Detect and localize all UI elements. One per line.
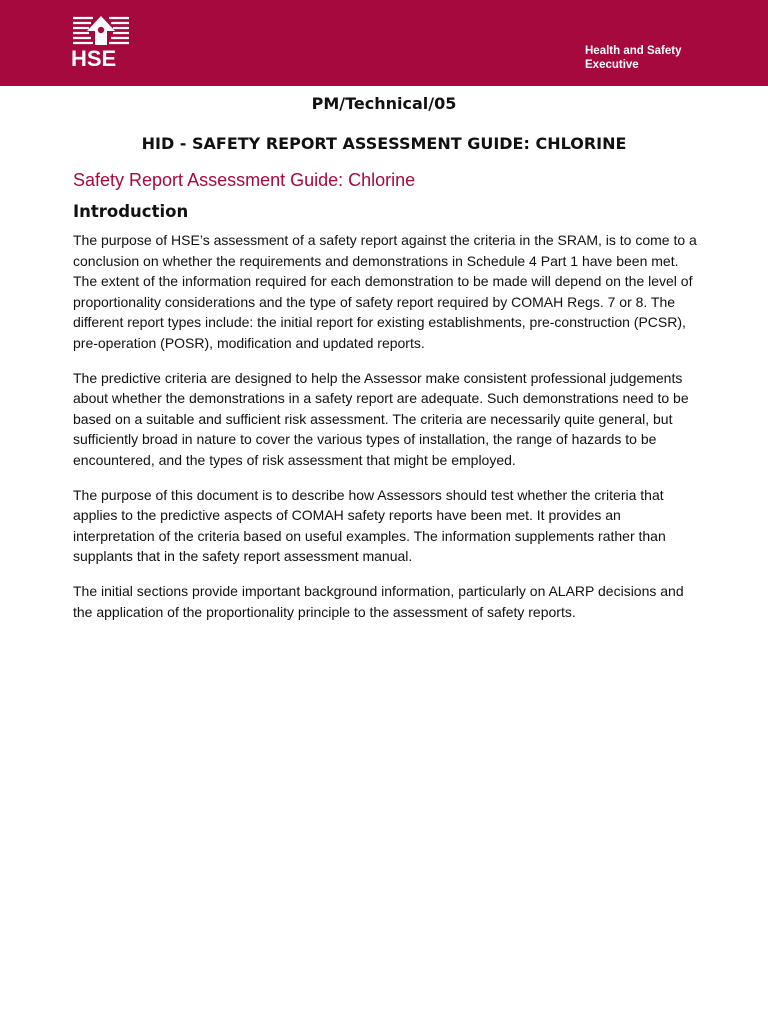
body-content	[73, 230, 698, 636]
document-subtitle: Safety Report Assessment Guide: Chlorine	[73, 170, 416, 190]
document-reference: PM/Technical/05	[311, 94, 457, 113]
paragraph: The initial sections provide important background information, particularly on ALARP decisions and the application of the proportionality principle to the assessment of safety reports.	[73, 582, 684, 620]
paragraph: The predictive criteria are designed to help the Assessor make consistent professional judgements about whether the demonstrations in a safety report are adequate. Such demonstrations need to be based on a suitable and sufficient risk assessment. The criteria are necessarily quite general, but sufficiently broad in nature to cover the various types of installation, the range of hazards to be encountered, and the types of risk assessment that might be employed.	[73, 369, 689, 468]
logo-text: HSE	[71, 46, 117, 71]
section-heading-introduction: Introduction	[73, 202, 189, 221]
header-banner	[0, 0, 768, 86]
document-title: HID - SAFETY REPORT ASSESSMENT GUIDE: CHLORINE	[141, 134, 627, 153]
organization-name-line1: Health and Safety	[585, 45, 682, 57]
paragraph: The purpose of HSE’s assessment of a safety report against the criteria in the SRAM, is to come to a conclusion on whether the requirements and demonstrations in Schedule 4 Part 1 have been met. The extent of the information required for each demonstration to be made will depend on the level of proportionality considerations and the type of safety report required by COMAH Regs. 7 or 8. The different report types include: the initial report for existing establishments, pre-construction (PCSR), pre-operation (POSR), modification and updated reports.	[73, 232, 697, 351]
organization-name-line2: Executive	[585, 59, 639, 71]
paragraph: The purpose of this document is to describe how Assessors should test whether the criteria that applies to the predictive aspects of COMAH safety reports have been met. It provides an interpretation of the criteria based on useful examples. The information supplements rather than supplants that in the safety report assessment manual.	[73, 486, 666, 565]
hse-emblem-icon	[71, 14, 131, 48]
hse-logo	[71, 14, 131, 70]
organization-name	[585, 44, 682, 72]
